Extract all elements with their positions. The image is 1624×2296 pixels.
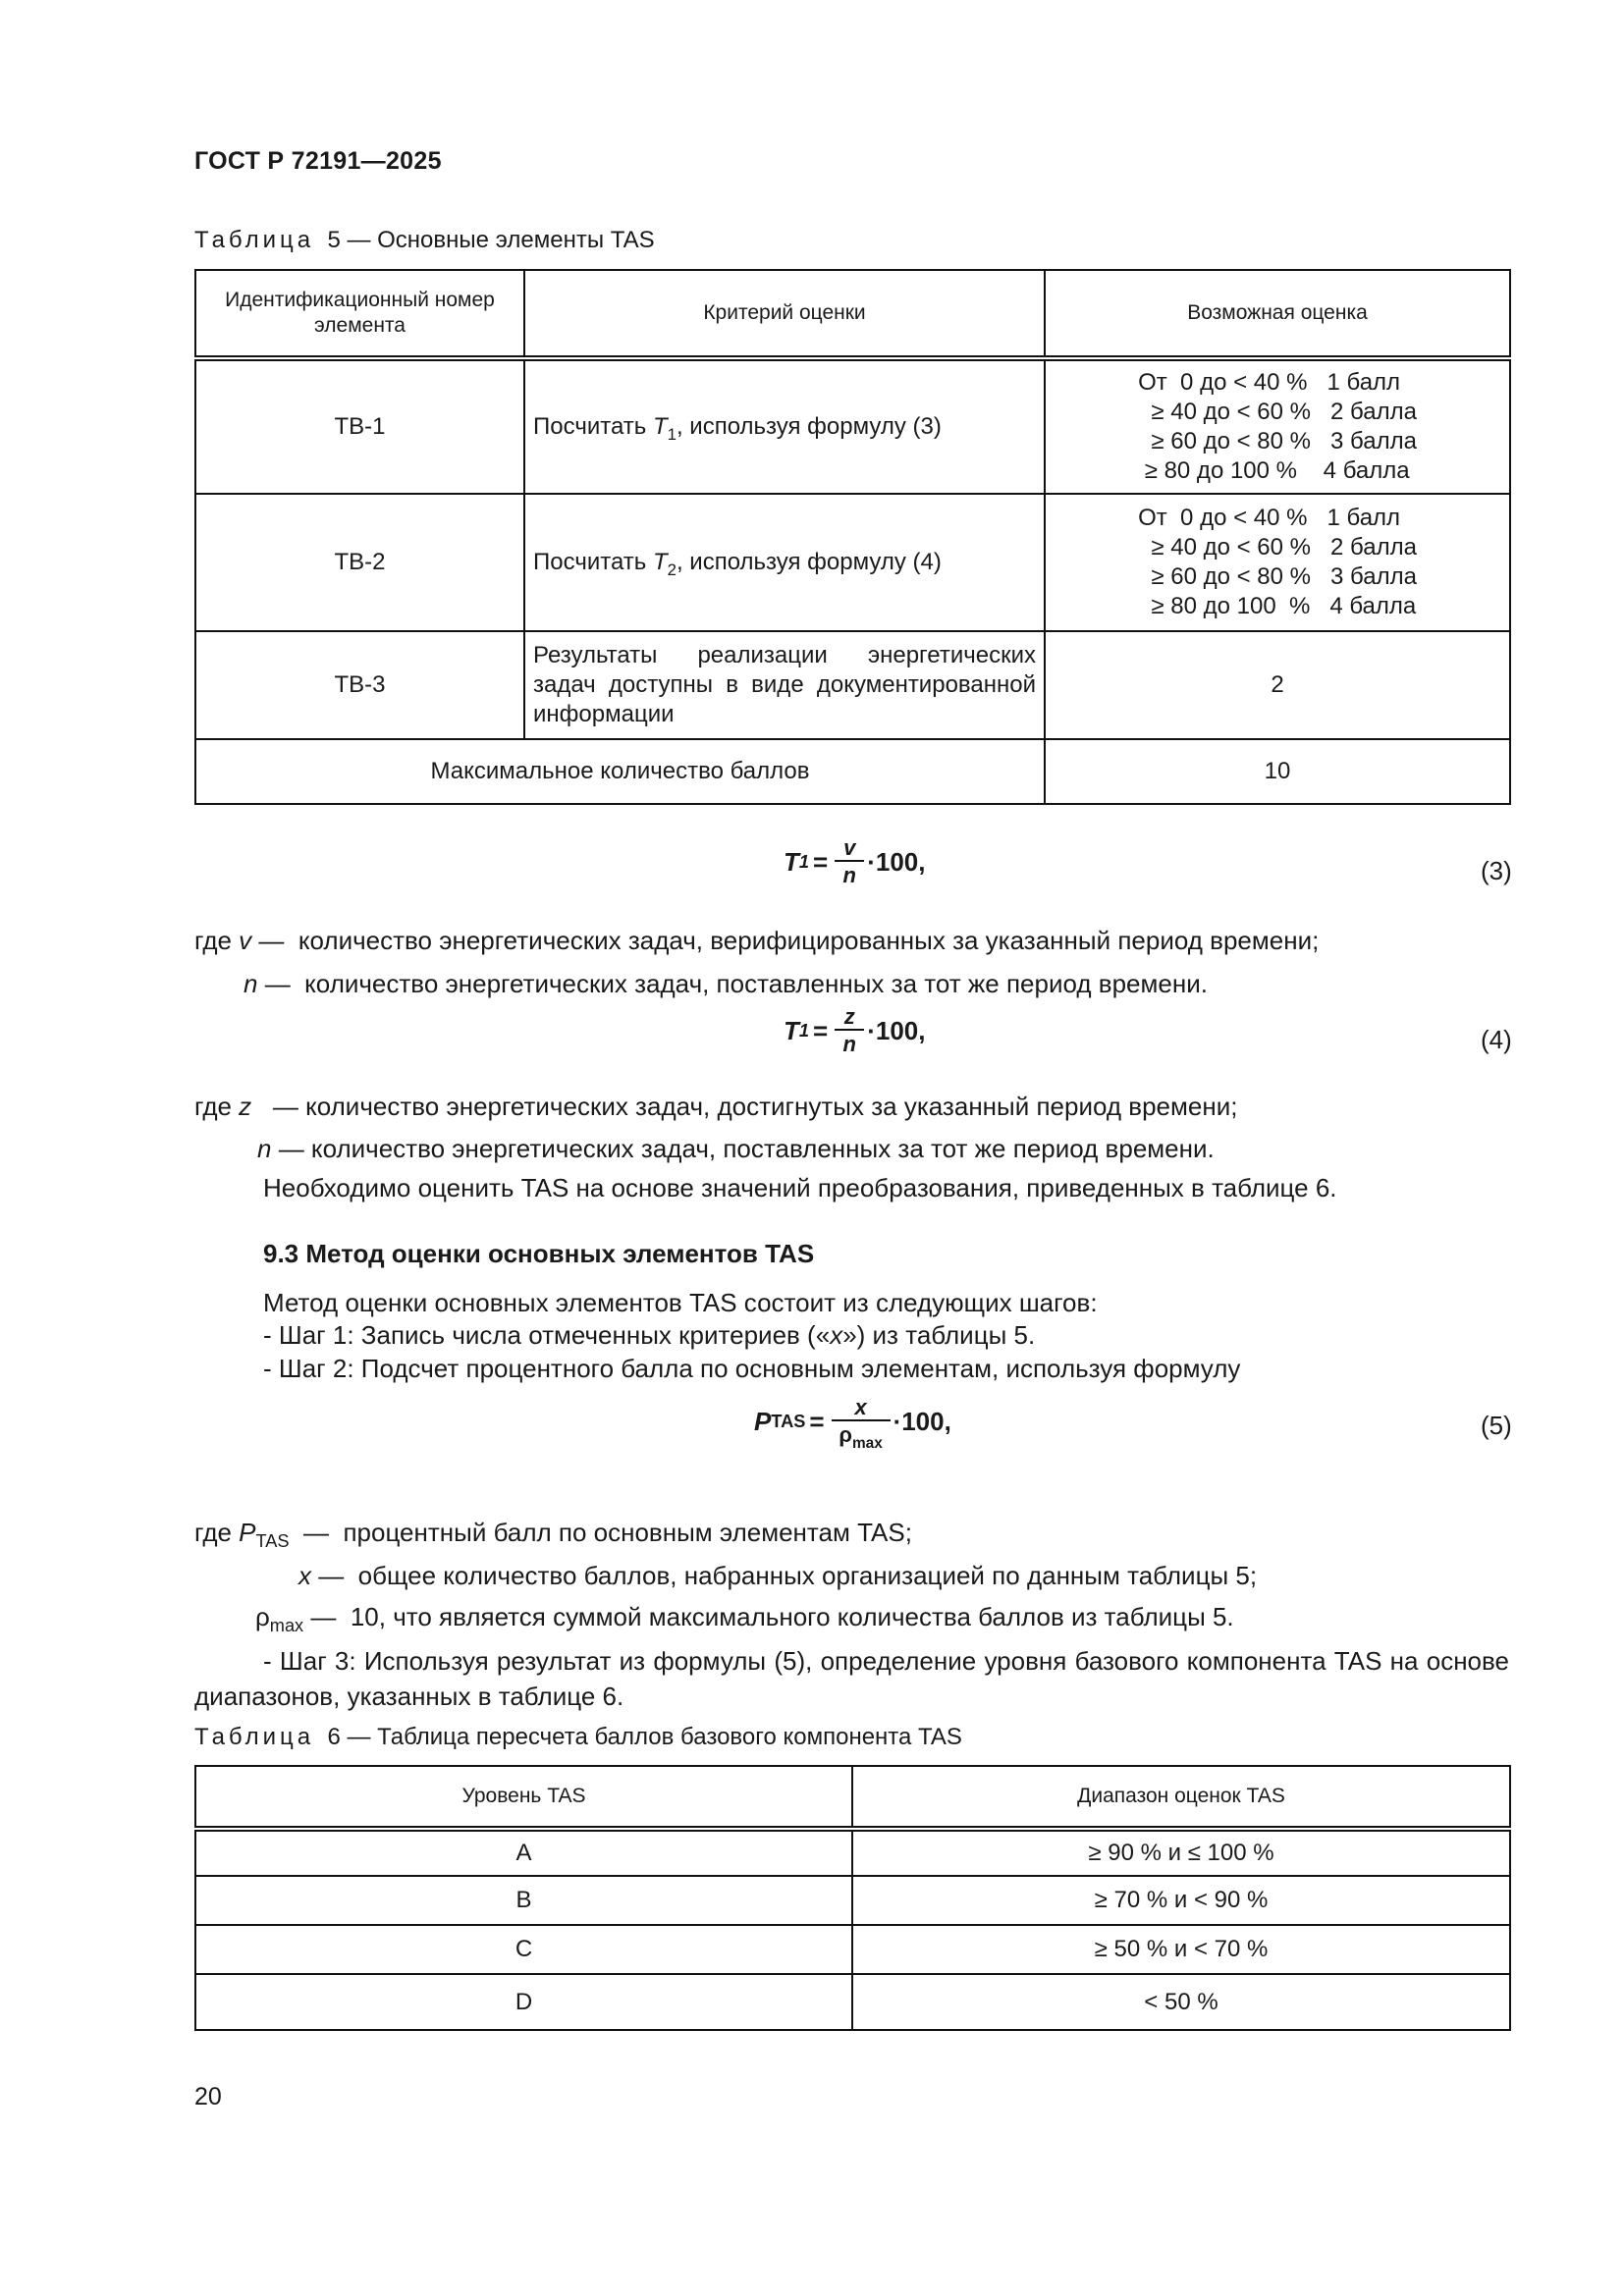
criterion-text: , используя формулу (3) — [676, 413, 942, 440]
range-cell: ≥ 90 % и ≤ 100 % — [852, 1829, 1510, 1876]
formula-tail: ·100, — [893, 1406, 951, 1436]
dash: — — [311, 1561, 358, 1590]
formula-lhs: T — [784, 1015, 799, 1045]
where-variable: n — [257, 1134, 272, 1163]
where-subscript: max — [269, 1616, 304, 1635]
score-line: ≥ 40 до < 60 % 2 балла — [1138, 534, 1417, 561]
step-1 — [263, 1319, 1035, 1351]
table-row — [195, 1876, 1510, 1925]
fraction — [835, 1005, 864, 1056]
where-variable: n — [244, 969, 258, 998]
step-3: - Шаг 3: Используя результат из формулы (5), определение уровня базового компонента TAS на основе диапазонов, указанных в таблице 6. — [194, 1646, 1509, 1711]
where-prefix: где — [194, 1092, 240, 1121]
criterion-cell: Результаты реализации энергетических задач доступны в виде документированной информации — [524, 631, 1045, 739]
table6-col-range: Диапазон оценок TAS — [852, 1766, 1510, 1829]
numerator: x — [832, 1396, 891, 1421]
table-row — [195, 631, 1510, 739]
equation-number-5: (5) — [1481, 1411, 1512, 1440]
where-definition: 10, что является суммой максимального количества баллов из таблицы 5. — [350, 1602, 1234, 1631]
level-cell: C — [195, 1925, 852, 1974]
table5-col-score: Возможная оценка — [1045, 270, 1510, 358]
table-row — [195, 358, 1510, 494]
where-definition: количество энергетических задач, верифицированных за указанный период времени; — [298, 926, 1320, 955]
equation-number-3: (3) — [1481, 856, 1512, 885]
where-definition: количество энергетических задач, поставленных за тот же период времени. — [310, 1134, 1215, 1163]
table5 — [194, 269, 1511, 805]
criterion-variable: T — [652, 413, 668, 440]
range-cell: ≥ 70 % и < 90 % — [852, 1876, 1510, 1925]
equals-sign: = — [813, 1015, 829, 1045]
table6-col-level: Уровень TAS — [195, 1766, 852, 1829]
formula-3: T 1 = $\frac{v}{n}$ ·100, — [784, 835, 926, 887]
table-row — [195, 1925, 1510, 1974]
where-variable: P — [239, 1518, 256, 1547]
score-line: От 0 до < 40 % 1 балл — [1138, 369, 1401, 396]
criterion-text: , используя формулу (4) — [676, 549, 942, 575]
criterion-subscript: 2 — [667, 561, 677, 579]
where-variable: ρ — [255, 1602, 270, 1631]
table5-col-criterion: Критерий оценки — [524, 270, 1045, 358]
where-line — [257, 1133, 1215, 1164]
score-cell — [1045, 358, 1510, 494]
where-definition: общее количество баллов, набранных организацией по данным таблицы 5; — [357, 1561, 1258, 1590]
numerator: z — [835, 1005, 864, 1031]
dash: — — [271, 1134, 311, 1163]
table-row — [195, 494, 1510, 631]
where-definition: количество энергетических задач, поставленных за тот же период времени. — [304, 969, 1208, 998]
table5-caption-title: 5 — Основные элементы TAS — [327, 227, 655, 253]
score-line: ≥ 40 до < 60 % 2 балла — [1138, 399, 1417, 425]
table5-header-row — [195, 270, 1510, 358]
dash: — — [257, 969, 305, 998]
criterion-subscript: 1 — [667, 425, 677, 444]
range-cell: ≥ 50 % и < 70 % — [852, 1925, 1510, 1974]
level-cell: D — [195, 1974, 852, 2030]
where-line — [255, 1601, 1234, 1635]
table6-header-row — [195, 1766, 1510, 1829]
score-cell — [1045, 494, 1510, 631]
table6-caption-prefix: Таблица — [194, 1724, 315, 1750]
total-value: 10 — [1045, 739, 1510, 804]
formula-lhs: P — [754, 1406, 772, 1436]
score-line: От 0 до < 40 % 1 балл — [1138, 505, 1401, 531]
where-definition: количество энергетических задач, достигнутых за указанный период времени; — [305, 1092, 1238, 1121]
equals-sign: = — [813, 846, 829, 877]
where-definition: процентный балл по основным элементам TAS; — [343, 1518, 912, 1547]
denominator: n — [842, 863, 856, 887]
where-prefix: где — [194, 926, 240, 955]
where-line — [194, 1517, 912, 1551]
element-id: ТВ-3 — [195, 631, 524, 739]
step-text: - Шаг 1: Запись числа отмеченных критериев (« — [263, 1320, 831, 1350]
criterion-text: Посчитать — [533, 413, 653, 440]
formula-5: P TAS = $\frac{x}{\rho_{max}}$ ·100, — [754, 1395, 951, 1452]
where-subscript: TAS — [255, 1531, 290, 1551]
assess-paragraph: Необходимо оценить TAS на основе значений преобразования, приведенных в таблице 6. — [263, 1173, 1337, 1202]
document-id-header: ГОСТ Р 72191—2025 — [194, 147, 442, 175]
denominator — [839, 1421, 883, 1452]
element-id: ТВ-1 — [195, 358, 524, 494]
score-cell: 2 — [1045, 631, 1510, 739]
numerator: v — [835, 836, 864, 862]
where-line — [244, 968, 1208, 999]
dash: — — [251, 1092, 306, 1121]
criterion-text: Посчитать — [533, 549, 653, 575]
score-line: ≥ 80 до 100 % 4 балла — [1138, 593, 1417, 619]
step-2: - Шаг 2: Подсчет процентного балла по основным элементам, используя формулу — [263, 1354, 1241, 1383]
criterion-cell — [524, 358, 1045, 494]
where-line — [298, 1560, 1257, 1591]
score-line: ≥ 60 до < 80 % 3 балла — [1138, 428, 1417, 454]
section-intro: Метод оценки основных элементов TAS состоит из следующих шагов: — [263, 1288, 1098, 1317]
formula-4: T 1 = $\frac{z}{n}$ ·100, — [784, 1004, 926, 1056]
formula-tail: ·100, — [867, 1015, 926, 1045]
where-variable: z — [239, 1092, 252, 1121]
where-line — [194, 925, 1319, 956]
range-cell: < 50 % — [852, 1974, 1510, 2030]
level-cell: A — [195, 1829, 852, 1876]
criterion-cell — [524, 494, 1045, 631]
score-line: ≥ 80 до 100 % 4 балла — [1138, 457, 1410, 484]
fraction — [832, 1395, 891, 1452]
page-number: 20 — [194, 2083, 222, 2110]
where-variable: x — [298, 1561, 311, 1590]
table-row — [195, 1974, 1510, 2030]
formula-lhs: T — [784, 846, 799, 877]
table5-caption — [194, 227, 655, 254]
denominator-symbol: ρ — [839, 1422, 852, 1447]
dash: — — [289, 1518, 344, 1547]
where-prefix: где — [194, 1518, 240, 1547]
table5-col-id: Идентификационный номер элемента — [195, 270, 524, 358]
step-text: ») из таблицы 5. — [842, 1320, 1036, 1350]
table-total-row — [195, 739, 1510, 804]
formula-tail: ·100, — [867, 846, 926, 877]
table6-caption-title: 6 — Таблица пересчета баллов базового компонента TAS — [327, 1724, 962, 1750]
denominator: n — [842, 1032, 856, 1056]
criterion-variable: T — [652, 549, 668, 575]
step-variable: x — [830, 1320, 843, 1350]
level-cell: B — [195, 1876, 852, 1925]
equals-sign: = — [809, 1406, 825, 1436]
denominator-subscript: max — [851, 1435, 883, 1452]
element-id: ТВ-2 — [195, 494, 524, 631]
dash: — — [303, 1602, 351, 1631]
dash: — — [251, 926, 298, 955]
table5-caption-prefix: Таблица — [194, 227, 315, 253]
equation-number-4: (4) — [1481, 1025, 1512, 1054]
where-variable: v — [239, 926, 252, 955]
table-row — [195, 1829, 1510, 1876]
table6-caption — [194, 1724, 962, 1751]
section-heading: 9.3 Метод оценки основных элементов TAS — [263, 1239, 815, 1268]
where-line — [194, 1091, 1237, 1122]
score-line: ≥ 60 до < 80 % 3 балла — [1138, 563, 1417, 590]
table6 — [194, 1765, 1511, 2031]
fraction — [835, 836, 864, 887]
total-label: Максимальное количество баллов — [195, 739, 1045, 804]
